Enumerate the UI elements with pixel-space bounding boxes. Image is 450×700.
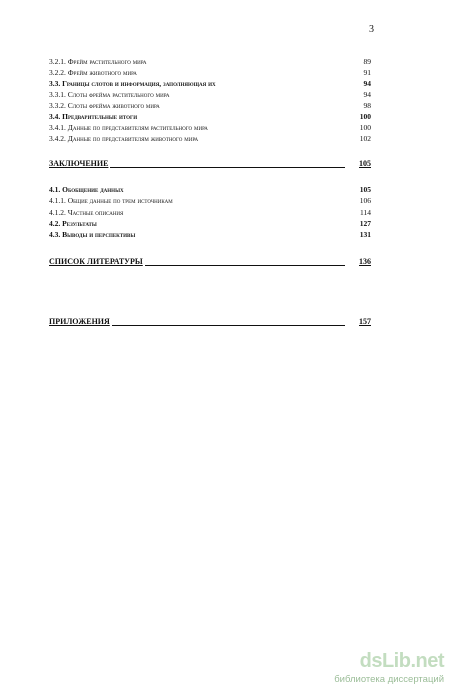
toc-entry-label: 3.2.1. Фрейм растительного мира (49, 57, 147, 66)
toc-entry (49, 100, 371, 111)
toc-entry-label: 3.4.1. Данные по представителям растительного мира (49, 123, 208, 132)
toc-entry (49, 111, 371, 122)
toc-entry-page: 102 (359, 134, 371, 143)
toc-heading-label: СПИСОК ЛИТЕРАТУРЫ (49, 257, 143, 266)
toc-entry (49, 133, 371, 144)
toc-entry (49, 56, 371, 67)
toc-entry-page: 106 (359, 196, 371, 205)
toc-entry (49, 218, 371, 229)
toc-heading-conclusion (49, 158, 371, 170)
toc-entry-label: 3.3.2. Слоты фрейма животного мира (49, 101, 160, 110)
toc-heading-bibliography (49, 256, 371, 268)
toc-entry-label: 4.1.1. Общие данные по трем источникам (49, 196, 173, 205)
page-number: 3 (369, 24, 374, 35)
toc-entry-label: 3.3. Границы слотов и информация, заполняющая их (49, 79, 216, 88)
toc-entry-page: 114 (360, 208, 371, 217)
toc-entry (49, 207, 371, 218)
toc-entry-page: 100 (359, 123, 371, 132)
toc-entry-label: 3.2.2. Фрейм животного мира (49, 68, 137, 77)
toc-entry-label: 3.3.1. Слоты фрейма растительного мира (49, 90, 170, 99)
toc-entry-page: 98 (363, 101, 371, 110)
toc-entry-label: 3.4. Предварительные итоги (49, 112, 138, 121)
toc-entry (49, 195, 371, 206)
toc-entry-label: 4.3. Выводы и перспективы (49, 230, 136, 239)
toc-heading-page: 105 (345, 158, 371, 170)
toc-entry (49, 184, 371, 195)
toc-heading-label: ПРИЛОЖЕНИЯ (49, 317, 110, 326)
toc-entry-label: 4.1.2. Частные описания (49, 208, 124, 217)
watermark-tagline: библиотека диссертаций (334, 674, 444, 685)
toc-entry (49, 122, 371, 133)
toc-heading-appendices (49, 316, 371, 328)
toc-entry-page: 105 (359, 185, 371, 194)
toc-entry-page: 100 (359, 112, 371, 121)
site-watermark (334, 650, 448, 696)
toc-entry-page: 94 (363, 90, 371, 99)
watermark-logo: dsLib.net (359, 650, 444, 672)
toc-entry-page: 131 (359, 230, 371, 239)
toc-heading-page: 136 (345, 256, 371, 268)
toc-entry-page: 89 (363, 57, 371, 66)
toc-entry-label: 4.1. Обобщение данных (49, 185, 124, 194)
toc-entry-page: 127 (359, 219, 371, 228)
toc-entry (49, 67, 371, 78)
toc-entry-label: 4.2. Результаты (49, 219, 97, 228)
toc-entry (49, 89, 371, 100)
toc-entry-page: 94 (363, 79, 371, 88)
toc-entry (49, 229, 371, 240)
toc-heading-page: 157 (345, 316, 371, 328)
toc-entry (49, 78, 371, 89)
toc-entry-label: 3.4.2. Данные по представителям животного мира (49, 134, 199, 143)
toc-heading-label: ЗАКЛЮЧЕНИЕ (49, 159, 109, 168)
toc-entry-page: 91 (363, 68, 371, 77)
